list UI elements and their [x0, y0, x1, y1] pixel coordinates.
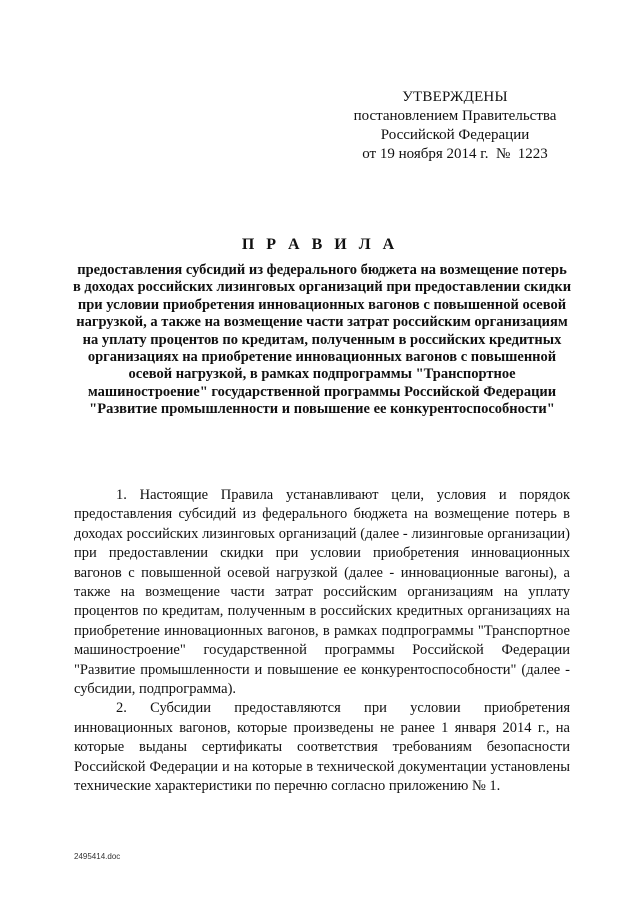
document-title: П Р А В И Л А [241, 236, 399, 253]
approval-line-2: Российской Федерации [380, 127, 530, 143]
approval-heading: УТВЕРЖДЕНЫ [402, 89, 508, 105]
paragraph-1: 1. Настоящие Правила устанавливают цели, условия и порядок предоставления субсидий из федерального бюджета на возмещение потерь в доходах российских лизинговых организаций (далее - лизинговые организации) при предоставлении скидки при условии приобретения инновационных вагонов с повышенной осевой нагрузкой (далее - инновационные вагоны), а также на возмещение части затрат российским организациям на уплату процентов по кредитам, полученным в российских кредитных организациях на приобретение инновационных вагонов, в рамках подпрограммы "Транспортное машиностроение" государственной программы Российской Федерации "Развитие промышленности и повышение ее конкурентоспособности" (далее - субсидии, подпрограмма). [74, 487, 570, 698]
document-subtitle: предоставления субсидий из федерального бюджета на возмещение потерь в доходах российских лизинговых организаций при предоставлении скидки при условии приобретения инновационных вагонов с повышенной осевой нагрузкой, а также на возмещение части затрат российским организациям на уплату процентов по кредитам, полученным в российских кредитных организациях на приобретение инновационных вагонов с повышенной осевой нагрузкой, в рамках подпрограммы "Транспортное машиностроение" государственной программы Российской Федерации "Развитие промышленности и повышение ее конкурентоспособности" [72, 262, 572, 418]
file-code: 2495414.doc [74, 852, 121, 861]
approval-stamp [340, 88, 570, 164]
approval-line-3: от 19 ноября 2014 г. № 1223 [362, 146, 548, 162]
paragraph-2: 2. Субсидии предоставляются при условии приобретения инновационных вагонов, которые произведены не ранее 1 января 2014 г., на которые выданы сертификаты соответствия требованиям безопасности Российской Федерации и на которые в технической документации установлены технические характеристики по перечню согласно приложению № 1. [74, 700, 570, 795]
document-body [74, 486, 570, 797]
approval-line-1: постановлением Правительства [353, 108, 557, 124]
